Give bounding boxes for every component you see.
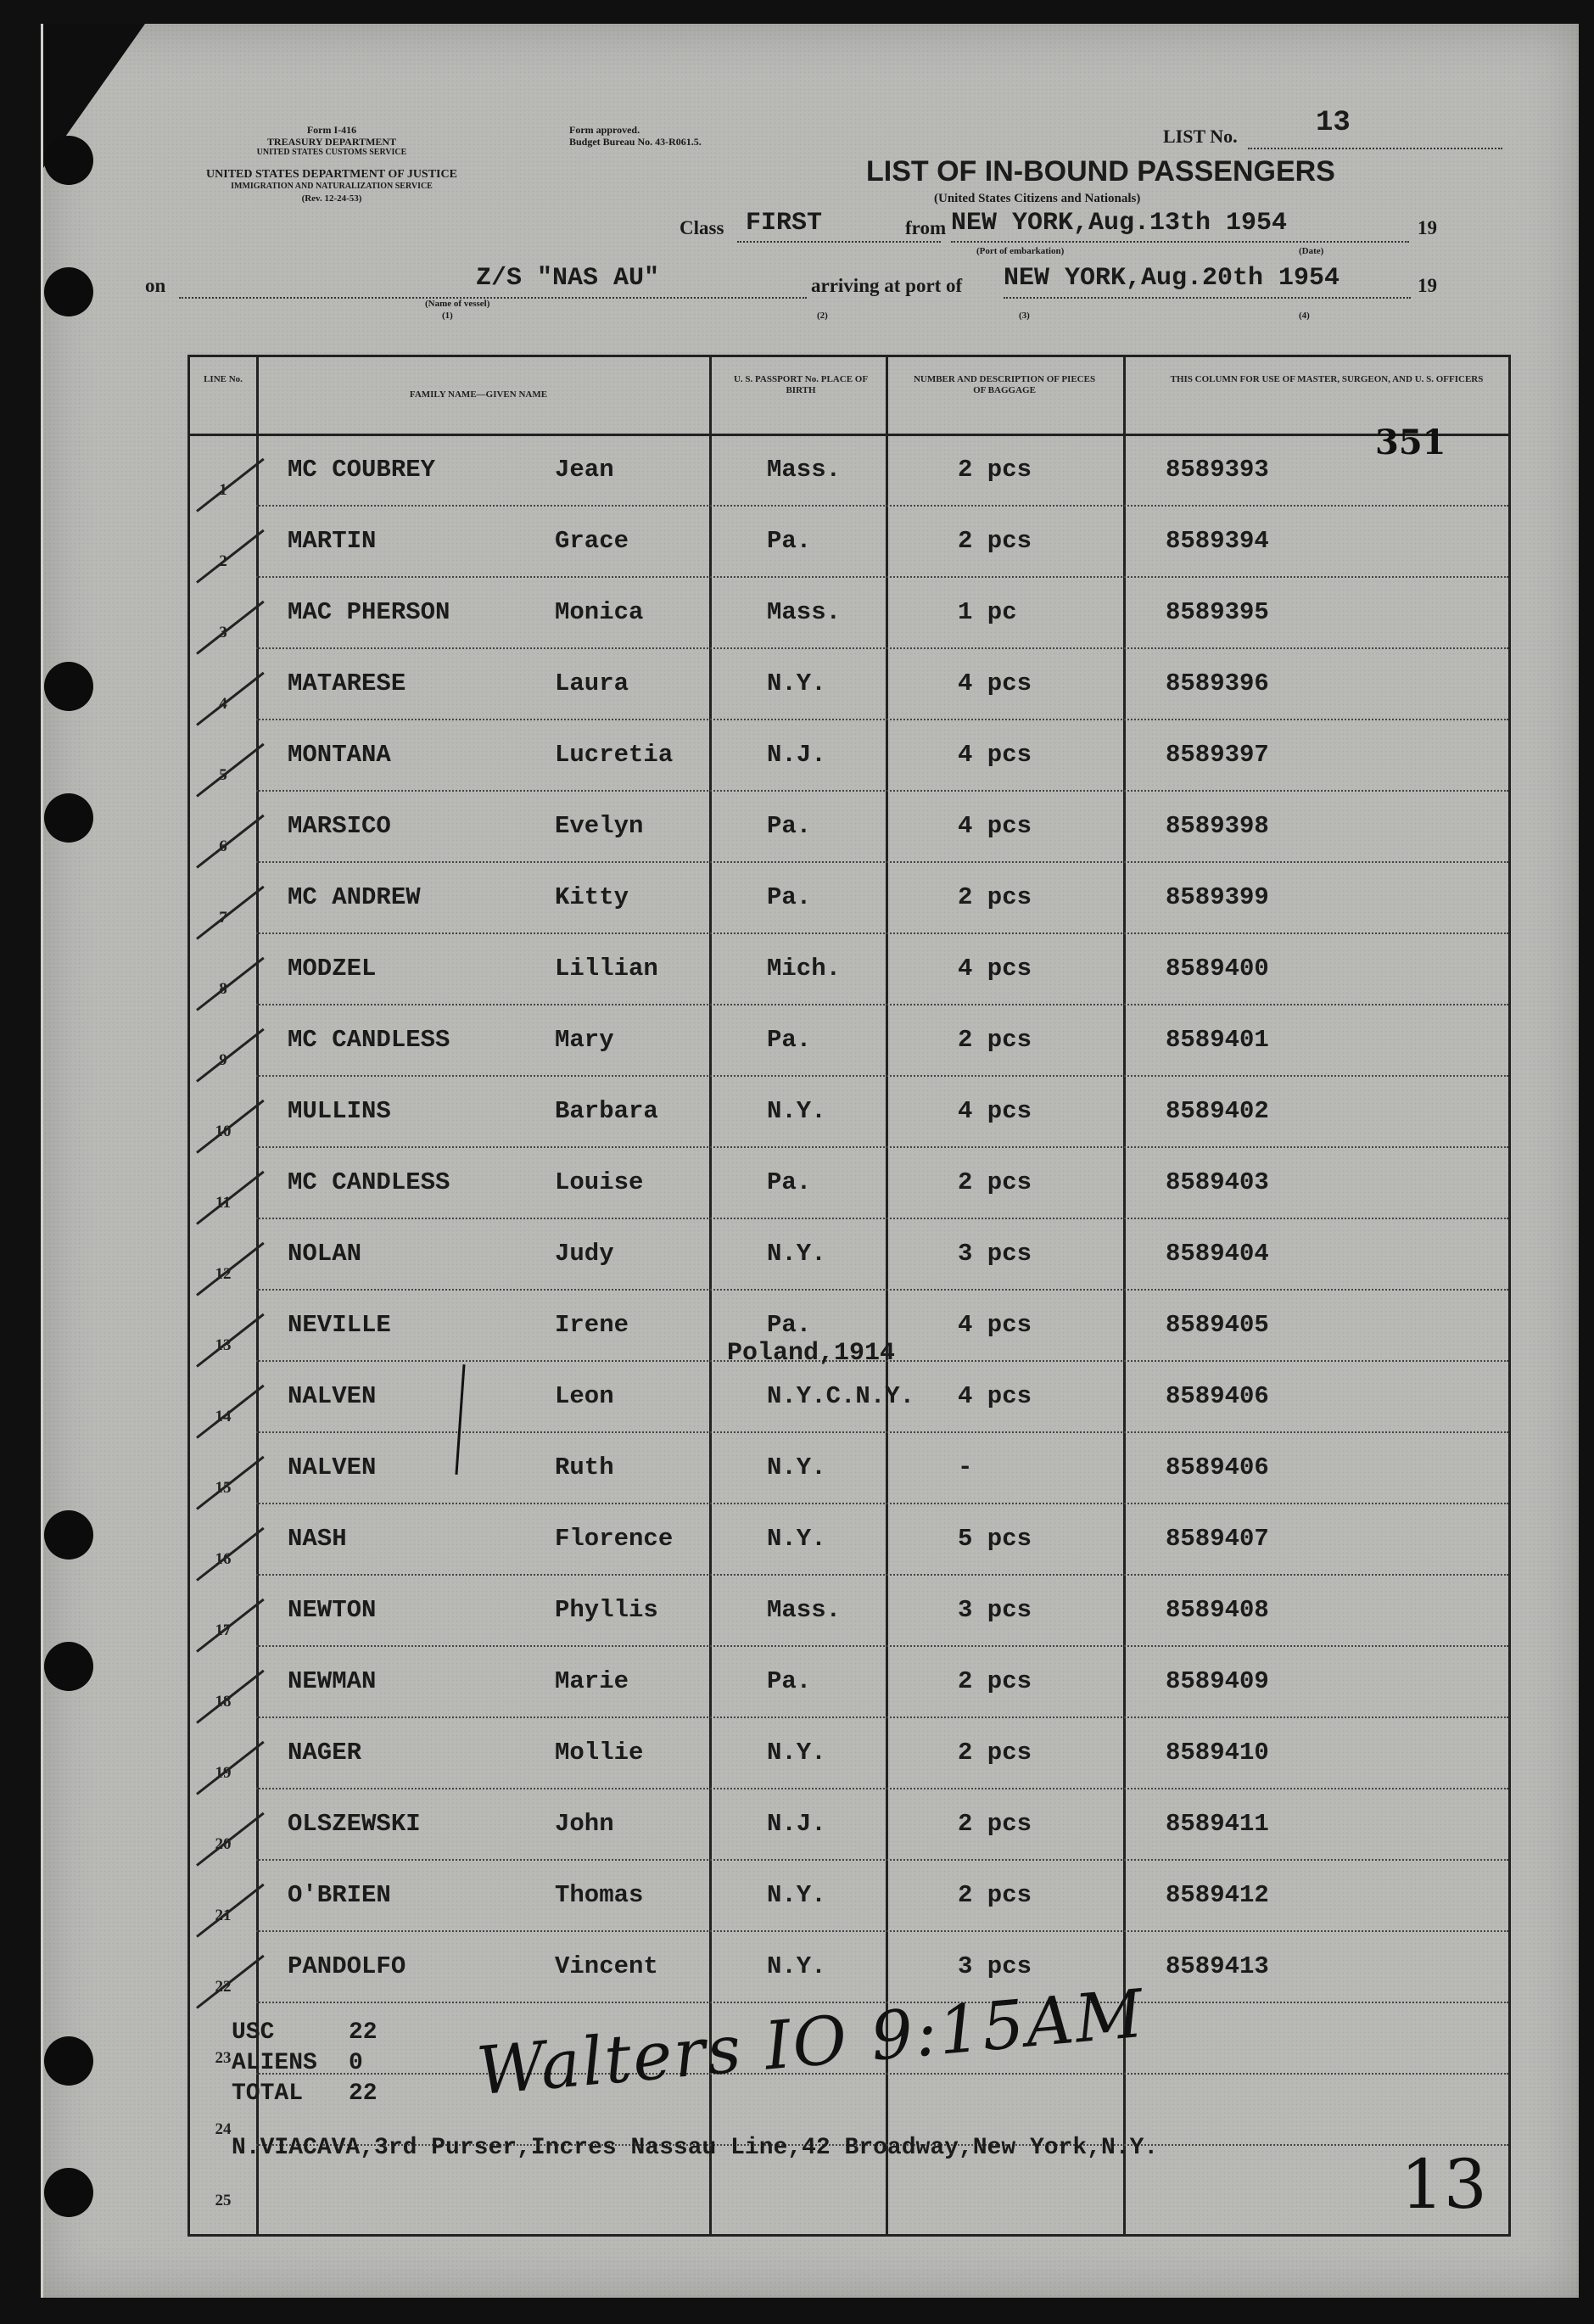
family-name: PANDOLFO xyxy=(288,1952,406,1980)
punch-hole xyxy=(44,2168,93,2217)
row-divider xyxy=(256,1004,1508,1005)
family-name: NAGER xyxy=(288,1739,362,1767)
officer-number: 8589406 xyxy=(1166,1453,1269,1481)
family-name: MULLINS xyxy=(288,1097,391,1125)
col-header-line: LINE No. xyxy=(204,374,243,384)
given-name: Marie xyxy=(555,1667,629,1695)
given-name: Vincent xyxy=(555,1952,658,1980)
row-divider xyxy=(256,1930,1508,1932)
birth-place: N.Y. xyxy=(767,1739,826,1767)
corner-mark: 13 xyxy=(1401,2145,1487,2224)
baggage: 2 pcs xyxy=(958,1667,1032,1695)
given-name: Louise xyxy=(555,1168,644,1196)
baggage: 5 pcs xyxy=(958,1525,1032,1553)
officer-signature: Walters IO 9:15AM xyxy=(473,1975,1148,2111)
budget-bureau: Budget Bureau No. 43-R061.5. xyxy=(569,136,702,148)
family-name: MC CANDLESS xyxy=(288,1168,450,1196)
officer-number: 8589407 xyxy=(1166,1525,1269,1553)
row1-annotation: 351 xyxy=(1375,423,1446,462)
row-divider xyxy=(256,1218,1508,1219)
baggage: 4 pcs xyxy=(958,669,1032,697)
document-sheet xyxy=(41,24,1579,2298)
given-name: Thomas xyxy=(555,1881,644,1909)
birth-place: N.Y. xyxy=(767,1525,826,1553)
row-divider xyxy=(256,719,1508,720)
officer-number: 8589408 xyxy=(1166,1596,1269,1624)
birth-place: Pa. xyxy=(767,883,812,911)
family-name: MARSICO xyxy=(288,812,391,840)
total-value: 22 xyxy=(349,2080,378,2107)
baggage: 2 pcs xyxy=(958,1881,1032,1909)
baggage: 3 pcs xyxy=(958,1952,1032,1980)
officer-number: 8589413 xyxy=(1166,1952,1269,1980)
given-name: Judy xyxy=(555,1240,614,1268)
birth-place: Mass. xyxy=(767,1596,842,1624)
col-num-3: (3) xyxy=(1019,311,1030,321)
family-name: MC CANDLESS xyxy=(288,1026,450,1054)
line-number: 10 xyxy=(215,1123,232,1140)
given-name: Laura xyxy=(555,669,629,697)
row-divider xyxy=(256,1716,1508,1718)
officer-number: 8589404 xyxy=(1166,1240,1269,1268)
family-name: NOLAN xyxy=(288,1240,362,1268)
line-number: 8 xyxy=(219,980,227,998)
col-header-officers: THIS COLUMN FOR USE OF MASTER, SURGEON, AND U. S. OFFICERS xyxy=(1170,374,1484,384)
row-divider xyxy=(256,1859,1508,1861)
family-name: O'BRIEN xyxy=(288,1881,391,1909)
birth-place: N.Y. xyxy=(767,1881,826,1909)
baggage: 2 pcs xyxy=(958,1810,1032,1838)
col-header-baggage: NUMBER AND DESCRIPTION OF PIECES OF BAGGAGE xyxy=(913,374,1096,395)
officer-number: 8589396 xyxy=(1166,669,1269,697)
line-number: 20 xyxy=(215,1835,232,1853)
row-divider xyxy=(256,505,1508,507)
baggage: 2 pcs xyxy=(958,883,1032,911)
from-label: from xyxy=(905,217,947,238)
baggage: 1 pc xyxy=(958,598,1017,626)
from-value: NEW YORK,Aug.13th 1954 xyxy=(951,209,1288,238)
given-name: Phyllis xyxy=(555,1596,658,1624)
given-name: Jean xyxy=(555,456,614,484)
arriving-value: NEW YORK,Aug.20th 1954 xyxy=(1004,264,1340,293)
given-name: Evelyn xyxy=(555,812,644,840)
baggage: 3 pcs xyxy=(958,1240,1032,1268)
row-divider xyxy=(256,861,1508,863)
arriving-label: arriving at port of xyxy=(811,275,963,296)
port-embark-label: (Port of embarkation) xyxy=(976,246,1065,256)
vessel-name: Z/S "NAS AU" xyxy=(476,264,660,293)
given-name: Mary xyxy=(555,1026,614,1054)
row-divider xyxy=(256,932,1508,934)
vessel-label: (Name of vessel) xyxy=(425,299,490,309)
given-name: Ruth xyxy=(555,1453,614,1481)
totals-labels xyxy=(232,2018,317,2109)
baggage: 4 pcs xyxy=(958,1311,1032,1339)
col-num-4: (4) xyxy=(1299,311,1310,321)
family-name: NEWMAN xyxy=(288,1667,377,1695)
line-number: 4 xyxy=(219,695,227,713)
totals-values xyxy=(349,2018,378,2109)
list-no-label: LIST No. xyxy=(1163,126,1238,147)
baggage: 3 pcs xyxy=(958,1596,1032,1624)
punch-hole xyxy=(44,2036,93,2086)
birth-place: N.Y. xyxy=(767,1952,826,1980)
baggage: 2 pcs xyxy=(958,1168,1032,1196)
officer-number: 8589395 xyxy=(1166,598,1269,626)
officer-number: 8589402 xyxy=(1166,1097,1269,1125)
row-divider xyxy=(256,790,1508,792)
officer-number: 8589399 xyxy=(1166,883,1269,911)
given-name: Grace xyxy=(555,527,629,555)
birth-place: Pa. xyxy=(767,527,812,555)
officer-number: 8589405 xyxy=(1166,1311,1269,1339)
ins-service: IMMIGRATION AND NATURALIZATION SERVICE xyxy=(231,182,433,191)
line-number: 13 xyxy=(215,1336,232,1354)
aliens-label: ALIENS xyxy=(232,2050,317,2076)
treasury-dept: TREASURY DEPARTMENT xyxy=(266,136,397,148)
line-number: 24 xyxy=(215,2120,232,2138)
purser-line: N.VIACAVA,3rd Purser,Incres Nassau Line,42 Broadway,New York,N.Y. xyxy=(232,2135,1159,2161)
given-name: John xyxy=(555,1810,614,1838)
line-number: 3 xyxy=(219,624,227,641)
year-suffix-1: 19 xyxy=(1418,217,1437,238)
birth-place: N.J. xyxy=(767,1810,826,1838)
given-name: Barbara xyxy=(555,1097,658,1125)
line-number: 9 xyxy=(219,1051,227,1069)
line-number: 19 xyxy=(215,1764,232,1782)
line-number: 25 xyxy=(215,2192,232,2209)
punch-hole xyxy=(44,1642,93,1691)
total-label: TOTAL xyxy=(232,2080,304,2107)
birth-place: N.Y. xyxy=(767,1453,826,1481)
justice-dept: UNITED STATES DEPARTMENT OF JUSTICE xyxy=(206,168,457,181)
birth-place: Pa. xyxy=(767,1168,812,1196)
line-number: 16 xyxy=(215,1550,232,1568)
birth-place: N.Y. xyxy=(767,1097,826,1125)
line-number: 1 xyxy=(219,481,227,499)
line-number: 11 xyxy=(215,1194,231,1212)
given-name: Irene xyxy=(555,1311,629,1339)
officer-number: 8589403 xyxy=(1166,1168,1269,1196)
officer-number: 8589406 xyxy=(1166,1382,1269,1410)
line-number: 2 xyxy=(219,552,227,570)
aliens-value: 0 xyxy=(349,2050,363,2076)
baggage: - xyxy=(958,1453,973,1481)
officer-number: 8589393 xyxy=(1166,456,1269,484)
officer-number: 8589412 xyxy=(1166,1881,1269,1909)
given-name: Lucretia xyxy=(555,741,674,769)
document-title: LIST OF IN-BOUND PASSENGERS xyxy=(866,155,1335,188)
row-divider xyxy=(256,1289,1508,1291)
family-name: MONTANA xyxy=(288,741,391,769)
line-number: 14 xyxy=(215,1408,232,1425)
row-divider xyxy=(256,1645,1508,1647)
birth-place: Pa. xyxy=(767,1667,812,1695)
officer-number: 8589409 xyxy=(1166,1667,1269,1695)
family-name: NALVEN xyxy=(288,1453,377,1481)
birth-place: Pa. xyxy=(767,812,812,840)
punch-hole xyxy=(44,267,93,316)
form-number: Form I-416 xyxy=(306,124,357,136)
passenger-table xyxy=(187,355,1511,2237)
year-suffix-2: 19 xyxy=(1418,275,1437,296)
family-name: OLSZEWSKI xyxy=(288,1810,421,1838)
officer-number: 8589398 xyxy=(1166,812,1269,840)
punch-hole xyxy=(44,662,93,711)
line-number: 22 xyxy=(215,1978,232,1996)
baggage: 4 pcs xyxy=(958,1097,1032,1125)
col-num-1: (1) xyxy=(442,311,453,321)
usc-value: 22 xyxy=(349,2019,378,2046)
baggage: 4 pcs xyxy=(958,955,1032,983)
baggage: 2 pcs xyxy=(958,1739,1032,1767)
officer-number: 8589410 xyxy=(1166,1739,1269,1767)
birth-place: N.J. xyxy=(767,741,826,769)
row-divider xyxy=(256,1503,1508,1504)
family-name: NEWTON xyxy=(288,1596,377,1624)
family-name: MC ANDREW xyxy=(288,883,421,911)
birth-place: Pa. xyxy=(767,1311,812,1339)
col-num-2: (2) xyxy=(817,311,828,321)
row-divider xyxy=(256,1146,1508,1148)
col-header-passport: U. S. PASSPORT No. PLACE OF BIRTH xyxy=(733,374,869,395)
family-name: NEVILLE xyxy=(288,1311,391,1339)
row-divider xyxy=(256,1075,1508,1077)
line-number: 12 xyxy=(215,1265,232,1283)
given-name: Kitty xyxy=(555,883,629,911)
line-number: 5 xyxy=(219,766,227,784)
birth-place: Mass. xyxy=(767,598,842,626)
punch-hole xyxy=(44,136,93,185)
baggage: 4 pcs xyxy=(958,812,1032,840)
family-name: MC COUBREY xyxy=(288,456,436,484)
line-number: 18 xyxy=(215,1693,232,1711)
usc-label: USC xyxy=(232,2019,275,2046)
list-no-value: 13 xyxy=(1316,107,1351,139)
form-approved: Form approved. xyxy=(569,124,640,136)
officer-number: 8589411 xyxy=(1166,1810,1269,1838)
birth-place: Mich. xyxy=(767,955,842,983)
row-divider xyxy=(256,1431,1508,1433)
row-divider xyxy=(256,1788,1508,1789)
customs-service: UNITED STATES CUSTOMS SERVICE xyxy=(256,148,407,157)
class-value: FIRST xyxy=(746,209,823,238)
line-number: 17 xyxy=(215,1621,232,1639)
officer-number: 8589397 xyxy=(1166,741,1269,769)
birth-place: N.Y. xyxy=(767,1240,826,1268)
punch-hole xyxy=(44,1510,93,1560)
line-number: 23 xyxy=(215,2049,232,2067)
on-label: on xyxy=(145,275,166,296)
row-divider xyxy=(256,576,1508,578)
row-divider xyxy=(256,647,1508,649)
row-divider xyxy=(256,1574,1508,1576)
officer-number: 8589401 xyxy=(1166,1026,1269,1054)
given-name: Mollie xyxy=(555,1739,644,1767)
revision-date: (Rev. 12-24-53) xyxy=(301,193,362,204)
birth-place: Pa. xyxy=(767,1026,812,1054)
given-name: Monica xyxy=(555,598,644,626)
line-number: 6 xyxy=(219,837,227,855)
baggage: 4 pcs xyxy=(958,1382,1032,1410)
given-name: Lillian xyxy=(555,955,658,983)
officer-number: 8589394 xyxy=(1166,527,1269,555)
col-header-name: FAMILY NAME—GIVEN NAME xyxy=(409,389,548,400)
punch-hole xyxy=(44,793,93,843)
baggage: 2 pcs xyxy=(958,1026,1032,1054)
class-label: Class xyxy=(680,217,724,238)
officer-number: 8589400 xyxy=(1166,955,1269,983)
birth-place: N.Y. xyxy=(767,669,826,697)
date-label: (Date) xyxy=(1299,246,1324,256)
family-name: MARTIN xyxy=(288,527,377,555)
document-subtitle: (United States Citizens and Nationals) xyxy=(934,192,1141,205)
family-name: MATARESE xyxy=(288,669,406,697)
baggage: 2 pcs xyxy=(958,527,1032,555)
family-name: NASH xyxy=(288,1525,347,1553)
family-name: NALVEN xyxy=(288,1382,377,1410)
baggage: 4 pcs xyxy=(958,741,1032,769)
birth-place: N.Y.C.N.Y. xyxy=(767,1382,915,1410)
line-number: 7 xyxy=(219,909,227,927)
given-name: Leon xyxy=(555,1382,614,1410)
line-number: 21 xyxy=(215,1907,232,1924)
birth-place: Mass. xyxy=(767,456,842,484)
family-name: MAC PHERSON xyxy=(288,598,450,626)
line-number: 15 xyxy=(215,1479,232,1497)
baggage: 2 pcs xyxy=(958,456,1032,484)
given-name: Florence xyxy=(555,1525,674,1553)
family-name: MODZEL xyxy=(288,955,377,983)
row14-birth-note: Poland,1914 xyxy=(727,1339,896,1368)
